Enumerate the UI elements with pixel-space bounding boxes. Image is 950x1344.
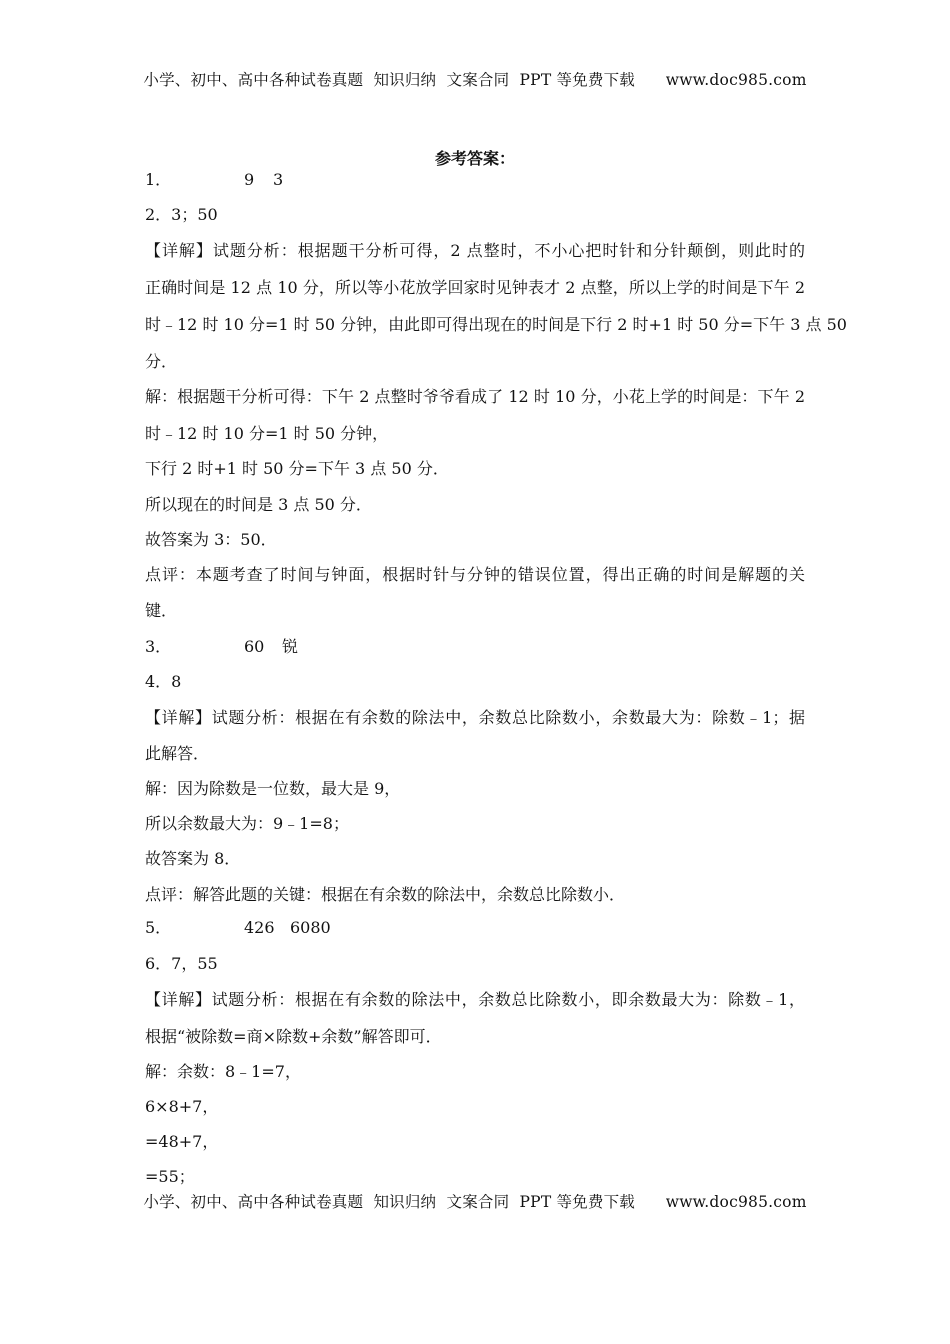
q2-solution-line: 下行 2 时+1 时 50 分=下午 3 点 50 分． (145, 459, 449, 478)
q2-comment-line: 点评：本题考查了时间与钟面，根据时针与分钟的错误位置，得出正确的时间是解题的关 (145, 565, 805, 584)
q6-solution-line: =48+7， (145, 1132, 219, 1151)
q3-answer-a: 60 (244, 637, 265, 656)
q1-answer-a: 9 (244, 170, 255, 189)
q4-detail-line: 此解答． (145, 744, 210, 763)
q6-detail-line: 根据“被除数=商×除数+余数”解答即可． (145, 1027, 442, 1046)
q3-answer-b: 锐 (282, 637, 299, 656)
q6-solution-line: =55； (145, 1167, 195, 1186)
q4-comment-line: 点评：解答此题的关键：根据在有余数的除法中，余数总比除数小． (145, 885, 626, 904)
q2-detail-line: 时﹣12 时 10 分=1 时 50 分钟，由此即可得出现在的时间是下行 2 时+1 时 50 分=下午 3 点 50 (145, 315, 847, 334)
q2-answer: 2．3；50 (145, 205, 218, 224)
q2-solution-line: 解：根据题干分析可得：下午 2 点整时爷爷看成了 12 时 10 分，小花上学的时间是：下午 2 (145, 387, 805, 406)
q4-answer: 4．8 (145, 672, 182, 691)
answer-title: 参考答案： (434, 149, 515, 168)
q2-conclusion: 故答案为 3：50． (145, 530, 277, 549)
q4-detail-line: 【详解】试题分析：根据在有余数的除法中，余数总比除数小，余数最大为：除数﹣1；据 (145, 708, 805, 727)
q6-detail-line: 【详解】试题分析：根据在有余数的除法中，余数总比除数小，即余数最大为：除数﹣1， (145, 990, 805, 1009)
q2-comment-line: 键． (145, 601, 178, 620)
q6-solution-line: 解：余数：8﹣1=7， (145, 1062, 301, 1081)
q5-answer-a: 426 (244, 918, 275, 937)
q2-detail-line: 【详解】试题分析：根据题干分析可得，2 点整时，不小心把时针和分针颠倒，则此时的 (145, 241, 805, 260)
q2-detail-line: 分． (145, 352, 178, 371)
q2-solution-line: 所以现在的时间是 3 点 50 分． (145, 495, 372, 514)
q4-conclusion: 故答案为 8． (145, 849, 241, 868)
q2-solution-line: 时﹣12 时 10 分=1 时 50 分钟， (145, 424, 389, 443)
q1-number: 1． (145, 170, 172, 189)
q4-solution-line: 所以余数最大为：9﹣1=8； (145, 814, 349, 833)
q3-number: 3． (145, 637, 172, 656)
q6-solution-line: 6×8+7， (145, 1097, 219, 1116)
q4-solution-line: 解：因为除数是一位数，最大是 9， (145, 779, 401, 798)
q5-answer-b: 6080 (290, 918, 331, 937)
q2-detail-line: 正确时间是 12 点 10 分，所以等小花放学回家时见钟表才 2 点整，所以上学的时间是下午 2 (145, 278, 805, 297)
q1-answer-b: 3 (273, 170, 284, 189)
page-footer: 小学、初中、高中各种试卷真题 知识归纳 文案合同 PPT 等免费下载 www.doc985.com (143, 1193, 807, 1211)
q5-number: 5． (145, 918, 172, 937)
q6-answer: 6．7，55 (145, 954, 218, 973)
page-header: 小学、初中、高中各种试卷真题 知识归纳 文案合同 PPT 等免费下载 www.doc985.com (143, 71, 807, 89)
